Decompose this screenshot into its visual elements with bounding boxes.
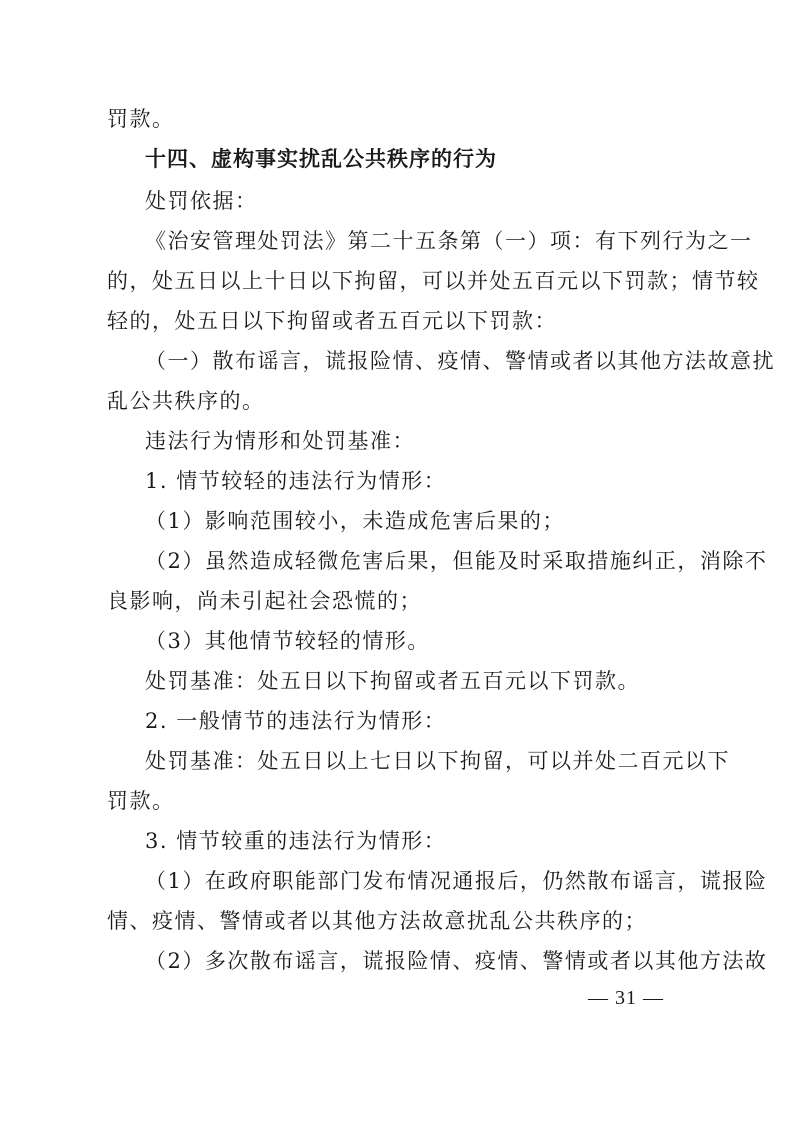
text-line: （1）在政府职能部门发布情况通报后，仍然散布谣言，谎报险 bbox=[145, 869, 768, 893]
text-line: 处罚基准：处五日以下拘留或者五百元以下罚款。 bbox=[145, 669, 640, 693]
text-line: （2）多次散布谣言，谎报险情、疫情、警情或者以其他方法故 bbox=[145, 949, 768, 973]
text-line: 的，处五日以上十日以下拘留，可以并处五百元以下罚款；情节较 bbox=[107, 269, 760, 293]
text-line: 《治安管理处罚法》第二十五条第（一）项：有下列行为之一 bbox=[145, 229, 753, 253]
text-line: 轻的，处五日以下拘留或者五百元以下罚款： bbox=[107, 309, 557, 333]
text-line: 违法行为情形和处罚基准： bbox=[145, 429, 415, 453]
text-line: 情、疫情、警情或者以其他方法故意扰乱公共秩序的； bbox=[107, 909, 647, 933]
page-number: — 31 — bbox=[588, 987, 664, 1009]
text-line: 罚款。 bbox=[107, 107, 175, 131]
text-line: （一）散布谣言，谎报险情、疫情、警情或者以其他方法故意扰 bbox=[145, 349, 775, 373]
text-line: 处罚依据： bbox=[145, 189, 258, 213]
text-line: 乱公共秩序的。 bbox=[107, 389, 265, 413]
text-line: 处罚基准：处五日以上七日以下拘留，可以并处二百元以下 bbox=[145, 749, 730, 773]
text-line: （3）其他情节较轻的情形。 bbox=[145, 629, 430, 653]
text-line: 良影响，尚未引起社会恐慌的； bbox=[107, 589, 422, 613]
text-line: 2. 一般情节的违法行为情形： bbox=[145, 709, 447, 733]
text-line: 3. 情节较重的违法行为情形： bbox=[145, 829, 447, 853]
text-line: 1. 情节较轻的违法行为情形： bbox=[145, 469, 447, 493]
text-line: （2）虽然造成轻微危害后果，但能及时采取措施纠正，消除不 bbox=[145, 549, 768, 573]
text-line: （1）影响范围较小，未造成危害后果的； bbox=[145, 509, 565, 533]
text-line: 罚款。 bbox=[107, 789, 175, 813]
section-heading: 十四、虚构事实扰乱公共秩序的行为 bbox=[145, 147, 497, 171]
